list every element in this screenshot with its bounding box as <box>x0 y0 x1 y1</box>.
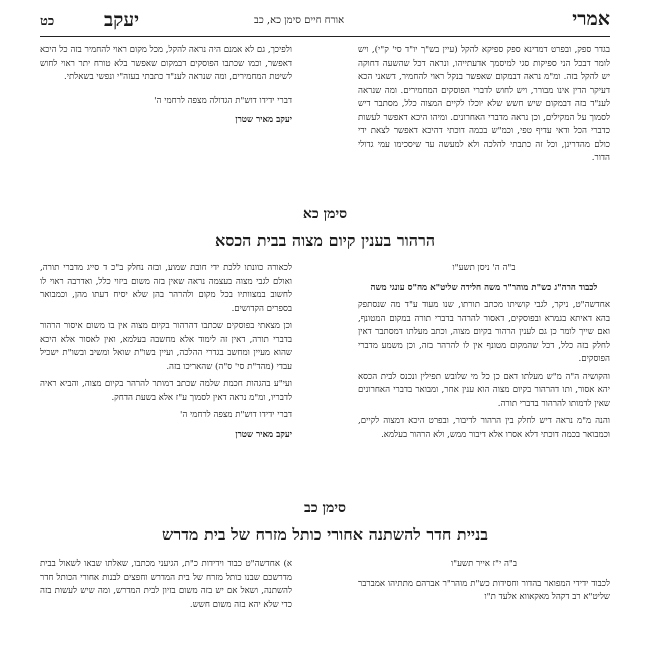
paragraph: א) אחדשה"ט כבוד וידידות כ"ת, הגיעני מכתבו, שאלתו שבאו לשאול בבית מדרשכם שבנו כותל מזרח של בית המדרש וחפצים לבנות אחורי הכותל חדר להשתנה, ושאל אם יש בזה משום בזיון לבית המדרש, ומה שיש לעשות בזה כדי שלא יהא בזה משום חשש. <box>40 559 292 610</box>
siman-22-left-column <box>40 558 292 642</box>
running-title-right: אמרי <box>572 8 610 30</box>
paragraph: לכבוד ידידי המפואר בהדור וחסידות כש"ת מוהר"ר אברהם מתתיהו אמברבר שליט"א רב דקהל מאקאווא אלעד ת"ו <box>358 578 610 602</box>
paragraph: וכן מצאתי בפוסקים שכתבו דהרהור בקיום מצוה אין בו משום איסור הרהור בדברי תורה, דאין זה לימוד אלא מחשבה בעלמא, ואין לאסור אלא היכא שהוא מעיין ומחשב בגדרי ההלכה, ועיין בשו"ת שואל ומשיב ובשו"ת ישכיל עבדי (מהד"ת סי' ס"ה) שהאריכו בזה. <box>40 321 292 372</box>
signature: יעקב מאיר שטרן <box>235 429 292 440</box>
siman-title: בניית חדר להשתנה אחורי כותל מזרח של בית מדרש <box>162 525 488 544</box>
closing-line: דברי ידידו דוש"ת מצפה לרחמי ה' <box>179 410 292 420</box>
signature: יעקב מאיר שטרן <box>235 115 292 125</box>
paragraph: בגדר ספק, ובפרט דמדינא ספק ספיקא להקל (עיין בש"ך יו"ד סי' ק"י), ויש לומר דבכל הני ספיקות סגי למיסמך אדעתייהו, ונראה דכל שהשעה דחוקה יש להקל בזה. ומ"מ נראה דבמקום שאפשר בנקל ראוי להחמיר, דשאני הכא דעיקר הדין אינו מבורר, ויש לחוש לדברי הפוסקים המחמירים. ומה שנראה לענ"ד בזה דבמקום שיש חשש שלא יוכלו לקיים המצוה כלל, מסתבר דיש לסמוך על המקילים, וכן נראה מדברי האחרונים. ומיהו היכא דאפשר לעשות כדברי הכל ודאי עדיף טפי, וכמ"ש בכמה דוכתי דהיכא דאפשר לצאת ידי כולם מהדרינן, וכל זה כתבתי להלכה ולא למעשה עד שיסכימו עמי גדולי הדור. <box>358 45 610 163</box>
paragraph: לכאורה כוונתו ללכת ידי חובת שמוע, ובזה נחלק ב"כ ד סייג מדברי תורה, ואולם לגבי מצוה בעצמה נראה שאין בזה משום ביזוי כלל, ואדרבה ראוי לו לחשוב במצוותיו בכל מקום ולהרהר בהן שלא יסיח דעתו מהן, וכמבואר בספרים הקדושים. <box>40 263 292 314</box>
page-number: כט <box>40 14 55 29</box>
siman-number: סימן כא <box>302 206 348 222</box>
letter-date: ב"ה ה' ניסן תשע"ו <box>452 263 516 273</box>
paragraph: והנה מ"מ נראה דיש לחלק בין הרהור לדיבור, ובפרט היכא דמצוה לקיים, וכמבואר בכמה דוכתי דלא אסרו אלא דיבור ממש, ולא הרהור בעלמא. <box>358 416 610 440</box>
siman-21-heading <box>40 206 610 251</box>
paragraph: והקושיה ה"ה מ"ש מעלתו דאם כן כל מי שלובש תפילין ונכנס לבית הכסא יהא אסור, ותו דהרהור בקיום מצוה הוא ענין אחר, ומבואר בדברי האחרונים שאין לדמותו להרהור בדברי תורה. <box>358 371 610 409</box>
running-title-left: יעקב <box>104 9 140 31</box>
paragraph: אחדשה"ט, ניקר, לגבי קושיתו מכתב תורתו, שנו מעוד ע"ד מה שנסתפק בהא דאיתא בגמרא ובפוסקים, דאסור להרהר בדברי תורה במקום המטונף, ואם שייך לומר כן גם לענין הרהור בקיום מצוה, וכתב מעלתו דמסתבר דאין לחלק בזה כלל, דכל שהמקום מטונף אין לו להרהר בזה, וכן משמע מדברי הפוסקים. <box>358 300 610 364</box>
top-left-column <box>40 44 292 190</box>
siman-number: סימן כב <box>304 500 346 516</box>
letter-date: ב"ה י"ז אייר תשע"ו <box>450 559 518 569</box>
siman-title: הרהור בענין קיום מצוה בבית הכסא <box>214 231 436 250</box>
letter-addressee: לכבוד הרה"ג כש"ת מוהר"ר משה חלידה שליט"א מח"ס עונגי משה <box>370 282 598 293</box>
header-rule <box>40 36 610 37</box>
paragraph: ולפיכך, גם לא אמנם היה נראה להקל, מכל מקום ראוי להחמיר בזה כל היכא דאפשר, וכמו שכתבו הפוסקים דבמקום שאפשר בלא טורח יתר ראוי לחוש לשיטת המחמירים, ומה שנראה לענ"ד כתבתי בעזה"י ונפשי בשאלתי. <box>40 45 292 82</box>
siman-22-right-column <box>358 558 610 642</box>
closing-line: דברי ידידו דוש"ת הגדולה מצפה לרחמי ה' <box>154 95 292 106</box>
siman-22-heading <box>40 500 610 545</box>
running-subtitle: אורח חיים סימן כא, כב <box>254 15 345 26</box>
running-header <box>40 8 610 34</box>
paragraph: ועי"ע בהגהות חכמת שלמה שכתב דמותר להרהר בקיום מצוה, והביא ראיה לדבריו, ומ"מ נראה דאין לסמוך ע"ז אלא בשעת הדחק. <box>40 379 292 403</box>
siman-21-right-column <box>358 262 610 480</box>
siman-21-left-column <box>40 262 292 480</box>
top-right-column <box>358 44 610 190</box>
